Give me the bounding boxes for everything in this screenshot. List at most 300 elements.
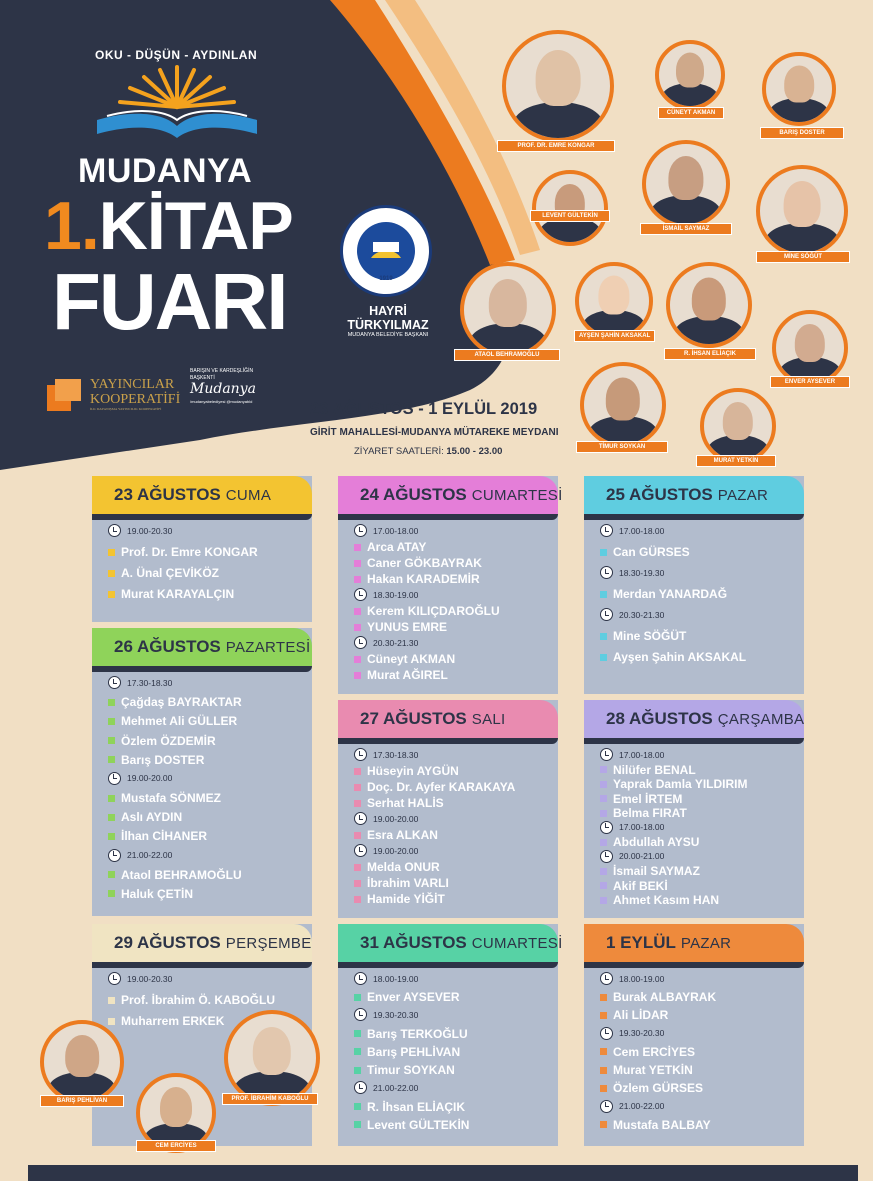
time-range: 17.30-18.30 — [373, 749, 419, 760]
bullet-square — [354, 864, 361, 871]
speaker-name: Mine SÖĞÜT — [613, 629, 687, 643]
time-range: 19.30-20.30 — [619, 1028, 665, 1039]
time-range: 17.00-18.00 — [619, 749, 665, 760]
portrait-circle — [532, 170, 608, 246]
time-slot — [354, 844, 418, 857]
clock-icon — [108, 972, 121, 985]
speaker-name: Ayşen Şahin AKSAKAL — [613, 650, 747, 664]
day-date: 27 AĞUSTOS — [360, 709, 467, 728]
speaker-entry — [600, 650, 746, 664]
mudanya-municipality-logo — [190, 368, 260, 404]
time-range: 19.00-20.00 — [373, 845, 419, 856]
time-slot — [600, 1027, 664, 1040]
time-slot — [354, 636, 418, 649]
day-date: 1 EYLÜL — [606, 933, 676, 952]
portrait-circle — [772, 310, 848, 386]
speaker-entry — [600, 1045, 695, 1059]
bullet-square — [600, 839, 607, 846]
time-slot — [600, 748, 664, 761]
book-stack-icon — [45, 377, 85, 413]
bullet-square — [600, 994, 607, 1001]
speaker-name: R. İhsan ELİAÇIK — [367, 1099, 466, 1114]
day-date: 23 AĞUSTOS — [114, 485, 221, 504]
time-slot — [108, 524, 172, 537]
day-weekday: PAZAR — [680, 934, 732, 952]
speaker-entry — [600, 1081, 703, 1095]
speaker-entry — [108, 1014, 224, 1028]
speaker-name: Yaprak Damla YILDIRIM — [613, 777, 748, 792]
bullet-square — [108, 871, 115, 878]
city-title: MUDANYA — [78, 152, 253, 190]
speaker-entry — [354, 764, 459, 778]
speaker-name: Aslı AYDIN — [121, 810, 183, 825]
day-date: 28 AĞUSTOS — [606, 709, 713, 728]
speaker-name: Prof. Dr. Emre KONGAR — [121, 545, 258, 559]
time-slot — [354, 1081, 418, 1094]
speaker-name: Enver AYSEVER — [367, 990, 460, 1005]
bullet-square — [354, 624, 361, 631]
speaker-entry — [108, 753, 204, 767]
portrait-circle — [460, 262, 556, 358]
speaker-name: Doç. Dr. Ayfer KARAKAYA — [367, 780, 516, 794]
speaker-entry — [600, 1118, 711, 1132]
speaker-entry — [600, 835, 699, 849]
speaker-entry — [354, 540, 426, 554]
speaker-name: Murat KARAYALÇIN — [121, 587, 235, 601]
speaker-entry — [108, 993, 275, 1007]
speaker-entry — [108, 810, 182, 824]
speaker-entry — [354, 572, 480, 586]
portrait-circle — [642, 140, 730, 228]
speaker-entry — [600, 990, 716, 1004]
day-card-header — [92, 924, 312, 962]
speaker-entry — [354, 860, 440, 874]
clock-icon — [600, 524, 613, 537]
day-card — [92, 628, 312, 916]
time-range: 17.00-18.00 — [373, 525, 419, 536]
day-card-header — [338, 924, 563, 962]
yk-line1: YAYINCILAR — [90, 377, 175, 393]
time-range: 21.00-22.00 — [619, 1101, 665, 1112]
day-weekday: SALI — [471, 710, 506, 728]
clock-icon — [108, 524, 121, 537]
time-slot — [354, 748, 418, 761]
speaker-entry — [108, 587, 234, 601]
day-card-header — [92, 628, 312, 666]
bullet-square — [108, 591, 115, 598]
time-range: 20.00-21.00 — [619, 851, 665, 862]
bullet-square — [600, 810, 607, 817]
speaker-name: Özlem GÜRSES — [613, 1081, 704, 1096]
time-slot — [354, 1008, 418, 1021]
visiting-hours: ZİYARET SAATLERİ: 15.00 - 23.00 — [354, 446, 503, 457]
bullet-square — [600, 795, 607, 802]
time-range: 21.00-22.00 — [127, 850, 173, 860]
speaker-name: Mehmet Ali GÜLLER — [121, 714, 238, 729]
speaker-name: Can GÜRSES — [613, 545, 690, 559]
portrait-circle — [700, 388, 776, 464]
day-card-header — [584, 476, 804, 514]
bullet-square — [354, 544, 361, 551]
time-range: 19.00-20.00 — [373, 813, 419, 824]
day-date: 24 AĞUSTOS — [360, 485, 467, 504]
speaker-name: Haluk ÇETİN — [121, 886, 194, 901]
time-slot — [600, 1100, 664, 1113]
speaker-name-label: MURAT YETKİN — [696, 455, 776, 467]
speaker-name-label: TİMUR SOYKAN — [576, 441, 668, 453]
speaker-entry — [600, 777, 748, 791]
bullet-square — [354, 1030, 361, 1037]
time-range: 20.30-21.30 — [619, 609, 665, 620]
time-range: 19.00-20.00 — [127, 773, 173, 784]
portrait-circle — [502, 30, 614, 142]
speaker-entry — [354, 876, 449, 890]
time-range: 19.00-20.30 — [127, 973, 173, 984]
speaker-name: Arca ATAY — [367, 540, 427, 554]
portrait-circle — [756, 165, 848, 257]
speaker-name: Barış TERKOĞLU — [367, 1026, 468, 1041]
portrait-circle — [40, 1020, 124, 1104]
clock-icon — [600, 1100, 613, 1113]
speaker-entry — [354, 796, 444, 810]
bullet-square — [354, 768, 361, 775]
speaker-entry — [600, 1008, 668, 1022]
time-slot — [600, 608, 664, 621]
time-slot — [108, 849, 172, 862]
speaker-entry — [600, 587, 727, 601]
time-slot — [108, 972, 172, 985]
bullet-square — [600, 781, 607, 788]
clock-icon — [354, 812, 367, 825]
speaker-name: Çağdaş BAYRAKTAR — [121, 695, 242, 710]
bullet-square — [108, 737, 115, 744]
speaker-name-label: AYŞEN ŞAHİN AKSAKAL — [574, 330, 655, 342]
tagline: OKU - DÜŞÜN - AYDINLAN — [95, 48, 258, 62]
clock-icon — [354, 972, 367, 985]
day-card — [584, 924, 804, 1146]
bullet-square — [354, 784, 361, 791]
speaker-name-label: ENVER AYSEVER — [770, 376, 850, 388]
speaker-name: Belma FIRAT — [613, 806, 687, 821]
speaker-entry — [354, 668, 448, 682]
time-range: 17.00-18.00 — [619, 525, 665, 536]
speaker-name: Mustafa BALBAY — [613, 1117, 711, 1132]
speaker-entry — [600, 792, 682, 806]
speaker-name: Serhat HALİS — [367, 796, 444, 810]
speaker-name: Caner GÖKBAYRAK — [367, 556, 482, 570]
speaker-entry — [354, 620, 447, 634]
time-range: 17.00-18.00 — [619, 822, 665, 833]
speaker-name: Esra ALKAN — [367, 828, 438, 842]
speaker-entry — [354, 1045, 460, 1059]
clock-icon — [600, 748, 613, 761]
speaker-name: YUNUS EMRE — [367, 620, 448, 634]
mayor-title: MUDANYA BELEDİYE BAŞKANI — [347, 332, 429, 338]
speaker-name-label: BARIŞ DOSTER — [760, 127, 844, 139]
speaker-name: Cüneyt AKMAN — [367, 652, 456, 666]
speaker-entry — [600, 806, 687, 820]
fair-title-line2: FUARI — [52, 257, 287, 346]
day-card — [338, 476, 563, 694]
bullet-square — [600, 633, 607, 640]
time-slot — [600, 821, 664, 834]
bullet-square — [600, 591, 607, 598]
time-range: 18.30-19.00 — [373, 589, 419, 600]
bullet-square — [354, 880, 361, 887]
speaker-name: Ataol BEHRAMOĞLU — [121, 867, 242, 882]
bullet-square — [108, 756, 115, 763]
speaker-name-label: CÜNEYT AKMAN — [658, 107, 724, 119]
time-slot — [354, 588, 418, 601]
clock-icon — [354, 748, 367, 761]
bullet-square — [600, 1048, 607, 1055]
speaker-entry — [354, 1063, 455, 1077]
clock-icon — [354, 1008, 367, 1021]
clock-icon — [354, 636, 367, 649]
day-weekday: PERŞEMBE — [225, 934, 312, 952]
day-card-header — [338, 476, 563, 514]
day-weekday: CUMA — [225, 486, 272, 504]
bullet-square — [354, 800, 361, 807]
time-range: 21.00-22.00 — [373, 1082, 419, 1093]
speaker-name: A. Ünal ÇEVİKÖZ — [121, 566, 220, 580]
time-range: 17.30-18.30 — [127, 677, 173, 688]
bullet-square — [354, 832, 361, 839]
speaker-name: Nilüfer BENAL — [613, 762, 696, 777]
speaker-entry — [108, 868, 242, 882]
clock-icon — [108, 676, 121, 689]
portrait-circle — [655, 40, 725, 110]
speaker-name-label: PROF. İBRAHİM KABOĞLU — [222, 1093, 318, 1105]
mayor-name: HAYRİ TÜRKYILMAZ — [347, 304, 429, 333]
time-slot — [600, 524, 664, 537]
clock-icon — [354, 1081, 367, 1094]
speaker-entry — [354, 652, 455, 666]
portrait-circle — [762, 52, 836, 126]
speaker-entry — [108, 545, 258, 559]
portrait-circle — [575, 262, 653, 340]
speaker-entry — [108, 566, 219, 580]
yk-subtitle: İLK DAYANIŞMA YAYINCILIK KOOPERATİFİ — [90, 406, 162, 411]
speaker-entry — [354, 828, 438, 842]
clock-icon — [600, 608, 613, 621]
speaker-entry — [600, 893, 719, 907]
speaker-name: İbrahim VARLI — [367, 876, 449, 890]
bullet-square — [354, 1048, 361, 1055]
bullet-square — [108, 814, 115, 821]
footer-bar — [28, 1165, 858, 1181]
time-slot — [600, 566, 664, 579]
speaker-name: Barış PEHLİVAN — [367, 1044, 461, 1059]
day-weekday: CUMARTESİ — [471, 486, 563, 504]
speaker-entry — [108, 714, 237, 728]
bullet-square — [600, 1012, 607, 1019]
time-slot — [108, 772, 172, 785]
speaker-name-label: PROF. DR. EMRE KONGAR — [497, 140, 615, 152]
speaker-name: Abdullah AYSU — [613, 835, 700, 850]
speaker-name: Merdan YANARDAĞ — [613, 587, 728, 601]
speaker-name: Hakan KARADEMİR — [367, 572, 480, 586]
clock-icon — [354, 588, 367, 601]
time-range: 18.00-19.00 — [619, 973, 665, 984]
bullet-square — [354, 1121, 361, 1128]
clock-icon — [600, 566, 613, 579]
bullet-square — [600, 1085, 607, 1092]
bullet-square — [108, 795, 115, 802]
time-range: 19.00-20.30 — [127, 525, 173, 536]
clock-icon — [108, 772, 121, 785]
speaker-name-label: İSMAİL SAYMAZ — [640, 223, 732, 235]
time-range: 20.30-21.30 — [373, 637, 419, 648]
speaker-name: Hamide YİĞİT — [367, 892, 445, 906]
day-date: 29 AĞUSTOS — [114, 933, 221, 952]
day-card — [338, 700, 558, 918]
seal-year: 1919 — [379, 276, 393, 282]
fair-title-line1: 1.KİTAP — [44, 188, 293, 264]
bullet-square — [108, 699, 115, 706]
speaker-name: Muharrem ERKEK — [121, 1014, 225, 1028]
bullet-square — [108, 997, 115, 1004]
day-date: 26 AĞUSTOS — [114, 637, 221, 656]
speaker-entry — [354, 556, 482, 570]
bullet-square — [108, 549, 115, 556]
speaker-entry — [354, 780, 515, 794]
day-weekday: CUMARTESİ — [471, 934, 563, 952]
portrait-circle — [224, 1010, 320, 1106]
speaker-name: Emel İRTEM — [613, 791, 683, 806]
mud-socials: /mudanyabelediyesi @mudanyabld — [190, 399, 253, 404]
day-weekday: ÇARŞAMBA — [717, 710, 805, 728]
speaker-name-label: CEM ERCİYES — [136, 1140, 216, 1152]
speaker-entry — [354, 1118, 469, 1132]
speaker-name: Ahmet Kasım HAN — [613, 893, 720, 908]
day-card — [338, 924, 563, 1146]
speaker-entry — [600, 629, 686, 643]
time-slot — [600, 972, 664, 985]
speaker-name: Kerem KILIÇDAROĞLU — [367, 604, 500, 618]
publishers-cooperative-logo — [45, 377, 180, 413]
speaker-name: Prof. İbrahim Ö. KABOĞLU — [121, 993, 276, 1007]
bullet-square — [600, 897, 607, 904]
bullet-square — [600, 654, 607, 661]
day-card — [92, 476, 312, 622]
clock-icon — [600, 1027, 613, 1040]
speaker-name: Ali LİDAR — [613, 1008, 669, 1023]
day-card-header — [338, 700, 558, 738]
speaker-name: Mustafa SÖNMEZ — [121, 791, 222, 805]
clock-icon — [354, 844, 367, 857]
yk-line2: KOOPERATİFİ — [90, 392, 181, 408]
speaker-name: Timur SOYKAN — [367, 1063, 455, 1078]
day-card — [584, 476, 804, 694]
bullet-square — [354, 560, 361, 567]
mud-brand: Mudanya — [190, 381, 256, 397]
event-venue: GİRİT MAHALLESİ-MUDANYA MÜTAREKE MEYDANI — [310, 427, 559, 438]
clock-icon — [600, 850, 613, 863]
bullet-square — [600, 868, 607, 875]
time-slot — [600, 850, 664, 863]
speaker-entry — [354, 1100, 465, 1114]
speaker-name: Akif BEKİ — [613, 878, 668, 893]
portrait-circle — [666, 262, 752, 348]
bullet-square — [108, 718, 115, 725]
speaker-entry — [354, 892, 445, 906]
speaker-name-label: LEVENT GÜLTEKİN — [530, 210, 610, 222]
bullet-square — [108, 890, 115, 897]
bullet-square — [354, 1103, 361, 1110]
speaker-name: Hüseyin AYGÜN — [367, 764, 459, 778]
bullet-square — [108, 833, 115, 840]
time-slot — [354, 524, 418, 537]
bullet-square — [354, 994, 361, 1001]
time-range: 19.30-20.30 — [373, 1009, 419, 1020]
day-date: 25 AĞUSTOS — [606, 485, 713, 504]
speaker-entry — [108, 829, 207, 843]
event-dates: 23 AĞUSTOS - 1 EYLÜL 2019 — [310, 400, 538, 418]
speaker-name: Melda ONUR — [367, 860, 440, 874]
bullet-square — [600, 1121, 607, 1128]
speaker-name: Barış DOSTER — [121, 752, 205, 767]
clock-icon — [108, 849, 121, 862]
clock-icon — [600, 972, 613, 985]
time-range: 18.30-19.30 — [619, 567, 665, 578]
speaker-entry — [108, 695, 242, 709]
municipality-seal — [340, 205, 432, 297]
speaker-entry — [108, 887, 193, 901]
bullet-square — [108, 570, 115, 577]
speaker-entry — [600, 1063, 693, 1077]
speaker-name-label: MİNE SÖĞÜT — [756, 251, 850, 263]
day-weekday: PAZARTESİ — [225, 638, 311, 656]
day-card — [584, 700, 804, 918]
speaker-entry — [600, 545, 690, 559]
speaker-name-label: R. İHSAN ELİAÇIK — [664, 348, 756, 360]
mud-slogan: BARIŞIN VE KARDEŞLİĞİN BAŞKENTİ — [190, 368, 254, 381]
speaker-entry — [600, 763, 696, 777]
speaker-name: Murat AĞIREL — [367, 668, 448, 682]
time-slot — [108, 676, 172, 689]
speaker-name: Murat YETKİN — [613, 1063, 693, 1078]
speaker-entry — [354, 604, 500, 618]
clock-icon — [600, 821, 613, 834]
speaker-entry — [108, 734, 216, 748]
clock-icon — [354, 524, 367, 537]
speaker-entry — [354, 990, 460, 1004]
speaker-name: İsmail SAYMAZ — [613, 864, 700, 879]
time-range: 18.00-19.00 — [373, 973, 419, 984]
bullet-square — [108, 1018, 115, 1025]
bullet-square — [600, 1067, 607, 1074]
time-slot — [354, 972, 418, 985]
bullet-square — [354, 672, 361, 679]
bullet-square — [354, 608, 361, 615]
speaker-name-label: ATAOL BEHRAMOĞLU — [454, 349, 560, 361]
bullet-square — [600, 766, 607, 773]
speaker-name: İlhan CİHANER — [121, 829, 208, 844]
open-book-sun-logo — [92, 62, 262, 142]
day-card-header — [584, 924, 804, 962]
portrait-circle — [580, 362, 666, 448]
speaker-name: Burak ALBAYRAK — [613, 990, 717, 1005]
speaker-entry — [354, 1027, 468, 1041]
bullet-square — [354, 896, 361, 903]
bullet-square — [600, 549, 607, 556]
speaker-name: Özlem ÖZDEMİR — [121, 733, 216, 748]
bullet-square — [354, 1067, 361, 1074]
speaker-name: Cem ERCİYES — [613, 1044, 696, 1059]
day-card-header — [584, 700, 804, 738]
day-date: 31 AĞUSTOS — [360, 933, 467, 952]
